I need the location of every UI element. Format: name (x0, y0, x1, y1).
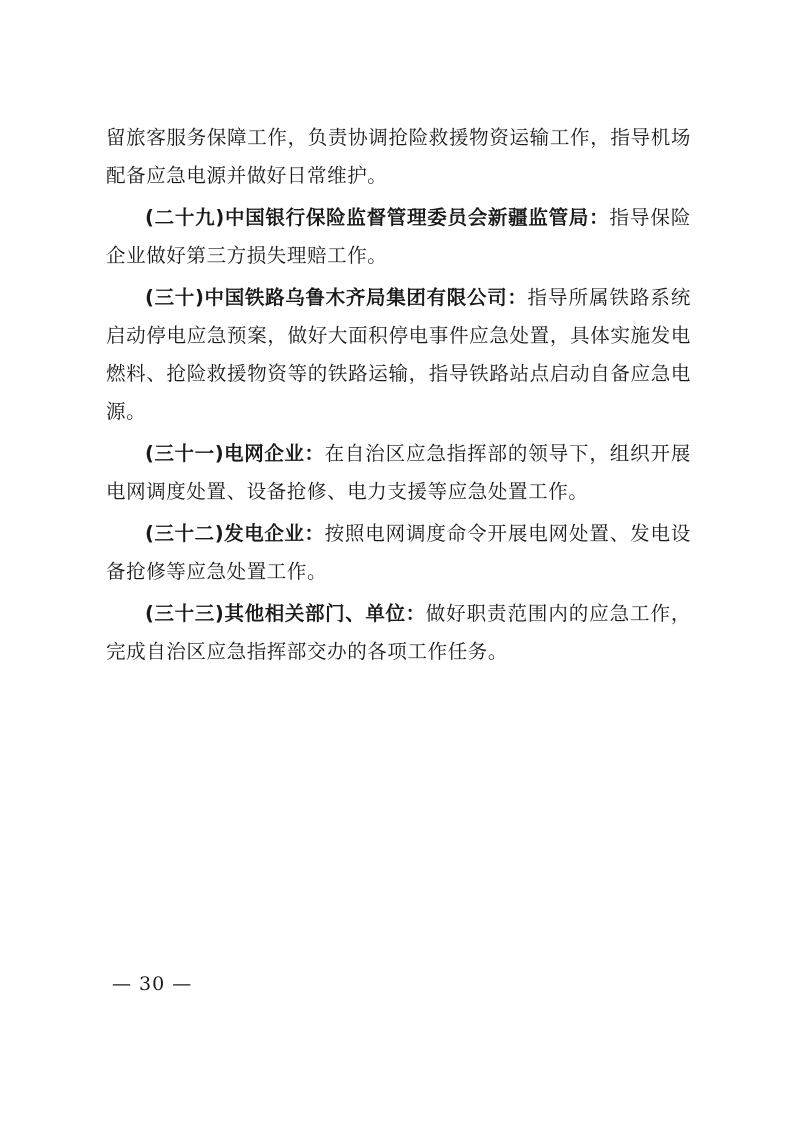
page-number: — 30 — (112, 973, 193, 995)
item-body: 做好职责范围内的应急工作，完成自治区应急指挥部交办的各项工作任务。 (106, 602, 691, 663)
item-body: 指导保险企业做好第三方损失理赔工作。 (106, 206, 691, 267)
item-body: 在自治区应急指挥部的领导下，组织开展电网调度处置、设备抢修、电力支援等应急处置工作。 (106, 442, 691, 503)
item-30 (106, 279, 691, 431)
item-heading: (三十二)发电企业： (145, 522, 325, 545)
item-heading: (三十)中国铁路乌鲁木齐局集团有限公司： (145, 286, 528, 309)
item-body: 按照电网调度命令开展电网处置、发电设备抢修等应急处置工作。 (106, 522, 691, 583)
item-heading: (三十一)电网企业： (145, 442, 325, 465)
item-32 (106, 515, 691, 591)
item-33 (106, 595, 691, 671)
item-31 (106, 435, 691, 511)
item-heading: (二十九)中国银行保险监督管理委员会新疆监管局： (145, 206, 610, 229)
document-body (106, 119, 691, 675)
item-heading: (三十三)其他相关部门、单位： (145, 602, 426, 625)
item-29 (106, 199, 691, 275)
item-body: 指导所属铁路系统启动停电应急预案，做好大面积停电事件应急处置，具体实施发电燃料、抢险救援物资等的铁路运输，指导铁路站点启动自备应急电源。 (106, 286, 691, 423)
intro-paragraph: 留旅客服务保障工作，负责协调抢险救援物资运输工作，指导机场配备应急电源并做好日常维护。 (106, 126, 691, 187)
